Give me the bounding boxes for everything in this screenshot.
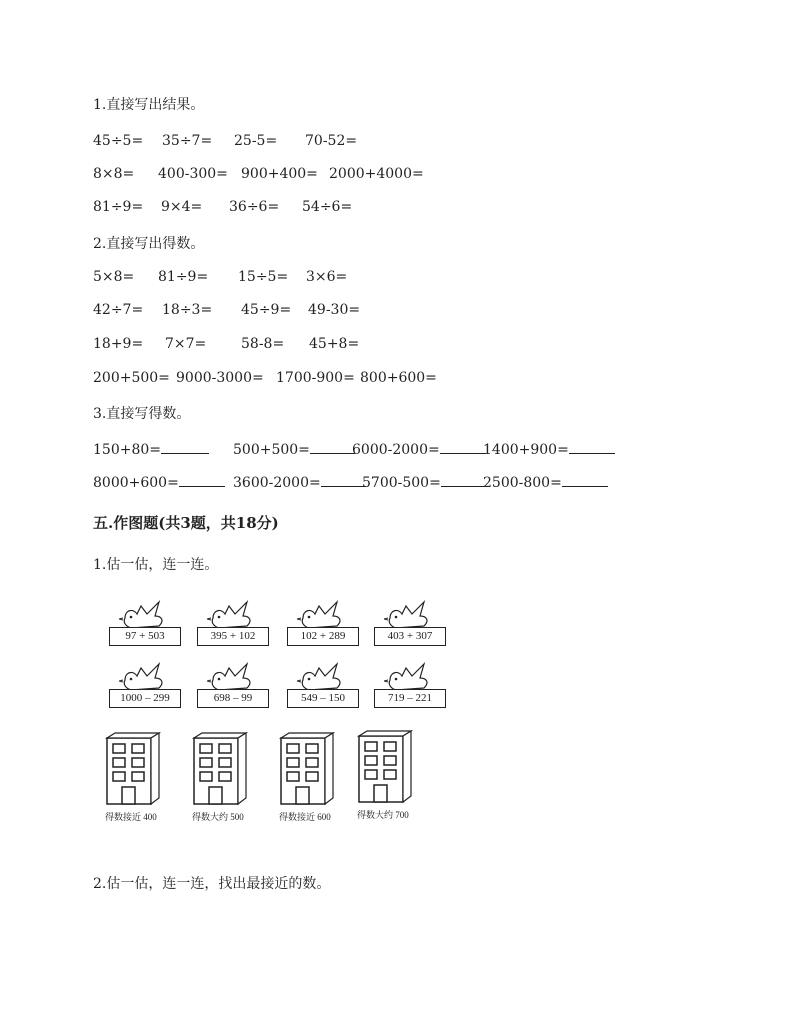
building-card[interactable]	[357, 730, 427, 830]
s5-q1-title: 1.估一估，连一连。	[93, 557, 219, 573]
q2-item: 45÷9=	[241, 302, 292, 318]
bird-icon	[119, 600, 173, 630]
q1-item: 35÷7=	[162, 133, 213, 149]
q3-expr: 500+500=	[233, 442, 310, 458]
q2-item: 1700-900=	[276, 370, 355, 386]
q3-item	[93, 439, 209, 458]
bird-expression: 403 + 307	[374, 627, 446, 646]
q2-item: 3×6=	[306, 269, 348, 285]
bird-card[interactable]	[287, 600, 361, 650]
answer-blank[interactable]	[161, 439, 209, 454]
q2-item: 18÷3=	[162, 302, 213, 318]
bird-expression: 102 + 289	[287, 627, 359, 646]
answer-blank[interactable]	[441, 472, 487, 487]
bird-card[interactable]	[197, 662, 271, 712]
bird-icon	[207, 600, 261, 630]
building-icon	[192, 732, 248, 806]
answer-blank[interactable]	[440, 439, 486, 454]
section-heading: 五.作图题(共3题，共18分)	[93, 514, 279, 532]
q3-expr: 3600-2000=	[233, 475, 321, 491]
q2-title: 2.直接写出得数。	[93, 236, 205, 252]
q2-item: 200+500=	[93, 370, 170, 386]
q3-item	[93, 472, 225, 491]
bird-icon	[297, 600, 351, 630]
q3-title: 3.直接写得数。	[93, 406, 191, 422]
bird-card[interactable]	[109, 600, 183, 650]
q1-item: 8×8=	[93, 166, 135, 182]
answer-blank[interactable]	[569, 439, 615, 454]
q3-expr: 6000-2000=	[352, 442, 440, 458]
building-caption: 得数接近 600	[279, 812, 331, 822]
bird-card[interactable]	[109, 662, 183, 712]
q3-expr: 1400+900=	[483, 442, 569, 458]
q3-item	[352, 439, 486, 458]
q2-item: 18+9=	[93, 336, 144, 352]
q1-item: 25-5=	[234, 133, 278, 149]
q2-item: 58-8=	[241, 336, 285, 352]
q3-item	[483, 439, 615, 458]
building-card[interactable]	[105, 732, 175, 832]
q3-item	[483, 472, 608, 491]
q1-item: 54÷6=	[302, 199, 353, 215]
bird-expression: 698 – 99	[197, 689, 269, 708]
q2-item: 49-30=	[308, 302, 361, 318]
q2-item: 81÷9=	[158, 269, 209, 285]
q3-expr: 2500-800=	[483, 475, 562, 491]
bird-card[interactable]	[197, 600, 271, 650]
building-card[interactable]	[192, 732, 262, 832]
bird-icon	[384, 662, 438, 692]
answer-blank[interactable]	[179, 472, 225, 487]
q3-expr: 8000+600=	[93, 475, 179, 491]
answer-blank[interactable]	[310, 439, 355, 454]
q1-item: 2000+4000=	[329, 166, 424, 182]
bird-icon	[384, 600, 438, 630]
bird-expression: 549 – 150	[287, 689, 359, 708]
q1-item: 81÷9=	[93, 199, 144, 215]
building-card[interactable]	[279, 732, 349, 832]
s5-q2-title: 2.估一估，连一连，找出最接近的数。	[93, 876, 331, 892]
q3-item	[362, 472, 487, 491]
q2-item: 7×7=	[165, 336, 207, 352]
q3-item	[233, 439, 355, 458]
q2-item: 800+600=	[360, 370, 437, 386]
building-caption: 得数大约 500	[192, 812, 244, 822]
q2-item: 9000-3000=	[176, 370, 264, 386]
bird-card[interactable]	[374, 600, 448, 650]
q2-item: 42÷7=	[93, 302, 144, 318]
bird-icon	[297, 662, 351, 692]
q1-item: 900+400=	[241, 166, 318, 182]
answer-blank[interactable]	[562, 472, 608, 487]
bird-card[interactable]	[374, 662, 448, 712]
q3-expr: 5700-500=	[362, 475, 441, 491]
building-caption: 得数大约 700	[357, 810, 409, 820]
q3-item	[233, 472, 366, 491]
q2-item: 5×8=	[93, 269, 135, 285]
q1-item: 36÷6=	[229, 199, 280, 215]
building-caption: 得数接近 400	[105, 812, 157, 822]
building-icon	[357, 730, 413, 804]
q1-title: 1.直接写出结果。	[93, 97, 205, 113]
q2-item: 15÷5=	[238, 269, 289, 285]
q1-item: 400-300=	[158, 166, 228, 182]
q1-item: 9×4=	[161, 199, 203, 215]
building-icon	[279, 732, 335, 806]
q2-item: 45+8=	[309, 336, 360, 352]
bird-card[interactable]	[287, 662, 361, 712]
building-icon	[105, 732, 161, 806]
q3-expr: 150+80=	[93, 442, 161, 458]
bird-icon	[119, 662, 173, 692]
bird-icon	[207, 662, 261, 692]
q1-item: 70-52=	[305, 133, 358, 149]
bird-expression: 1000 – 299	[109, 689, 181, 708]
bird-expression: 97 + 503	[109, 627, 181, 646]
q1-item: 45÷5=	[93, 133, 144, 149]
answer-blank[interactable]	[321, 472, 366, 487]
bird-expression: 395 + 102	[197, 627, 269, 646]
bird-expression: 719 – 221	[374, 689, 446, 708]
